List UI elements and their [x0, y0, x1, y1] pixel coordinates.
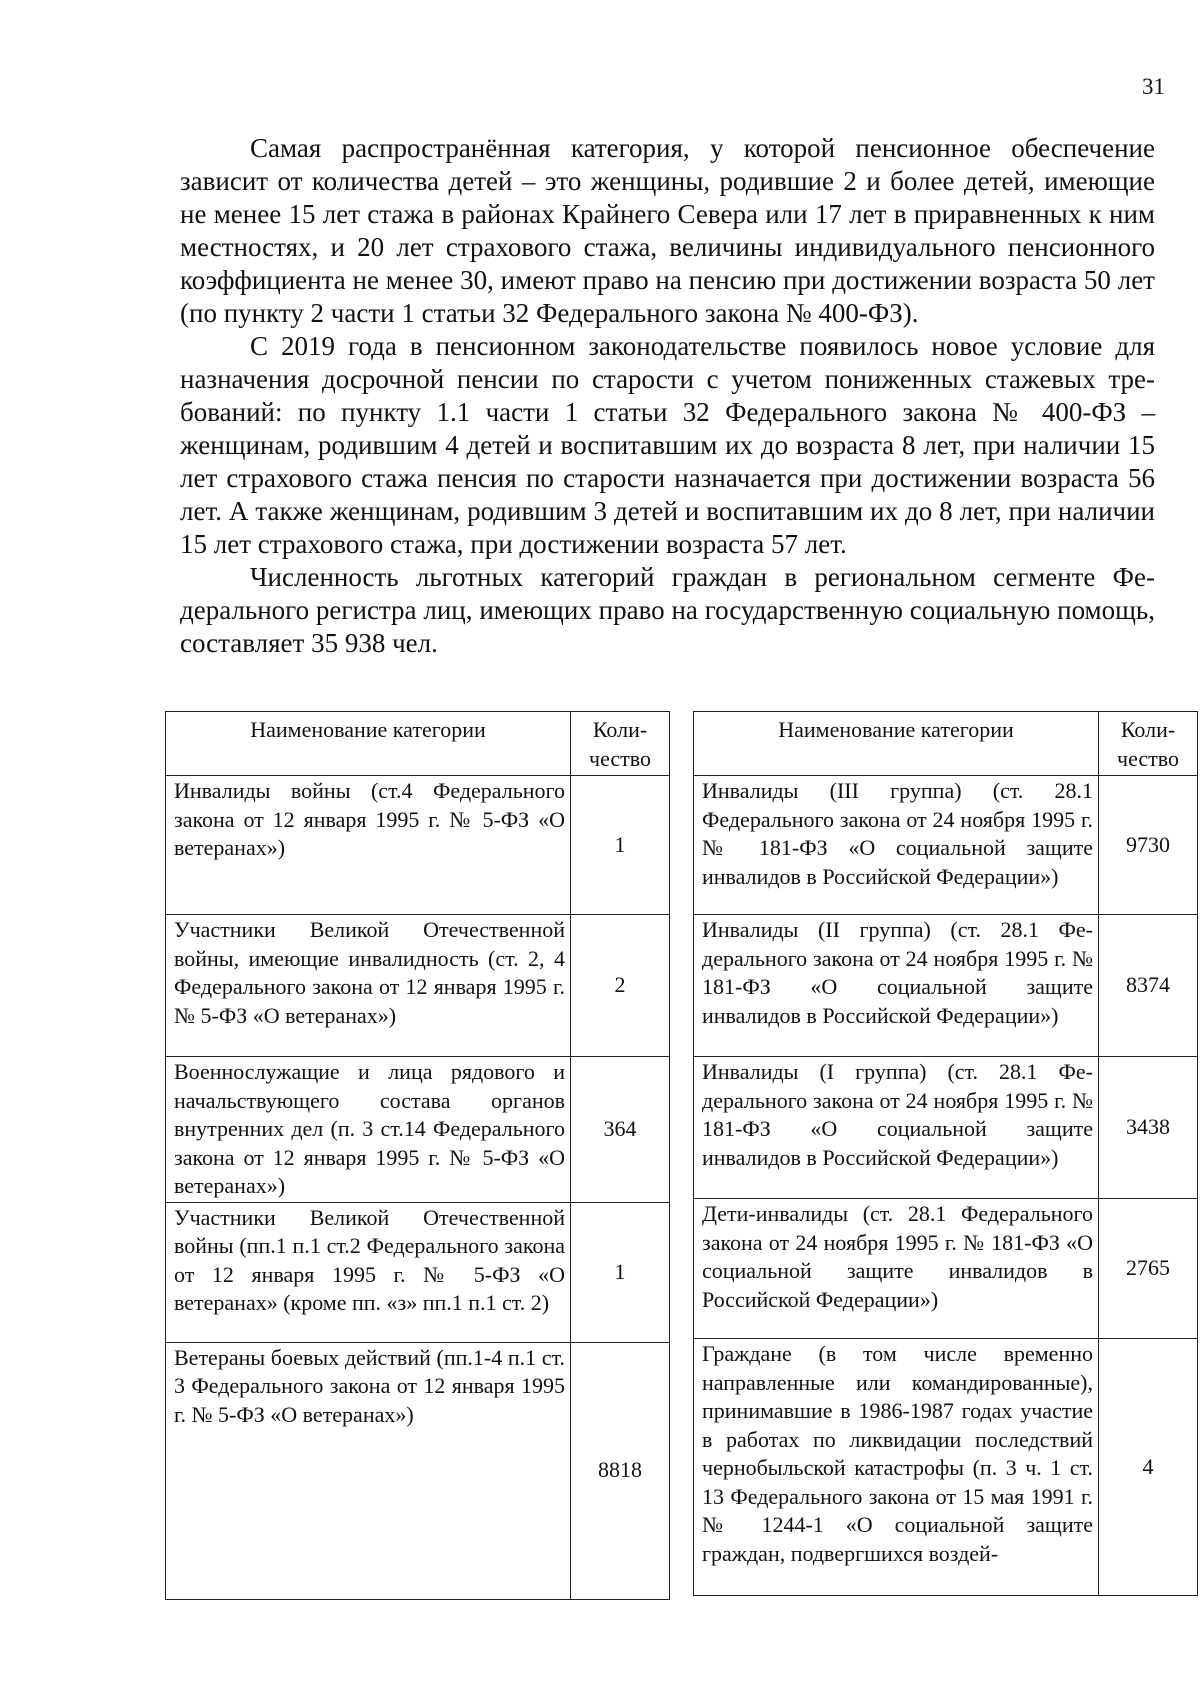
header-quantity: Количество: [571, 712, 670, 776]
table-row: [694, 1199, 1198, 1339]
table-header-row: [694, 712, 1198, 776]
table-row: [166, 915, 670, 1057]
paragraph-pension-mothers: Самая распространённая категория, у которой пенсионное обеспечение зависит от количества детей – это женщины, родившие 2 и более детей, имеющие не менее 15 лет стажа в районах Крайнего Севера или 17 лет в приравненных к ним местностях, и 20 лет страхового стажа, величины индивидуального пенсионного коэффициента не менее 30, имеют право на пенсию при достижении возраста 50 лет (по пункту 2 части 1 статьи 32 Федерального закона № 400-ФЗ).: [180, 133, 1155, 328]
quantity-cell: 3438: [1099, 1057, 1198, 1199]
table-row: [166, 1342, 670, 1599]
category-name-cell: Участники Великой Отечественной войны (пп.1 п.1 ст.2 Федерального закона от 12 января 1995 г. № 5-ФЗ «О ветеранах» (кроме пп. «з» пп.1 п.1 ст. 2): [166, 1202, 571, 1342]
category-name-cell: Инвалиды (III группа) (ст. 28.1 Федерального закона от 24 ноября 1995 г. № 181-ФЗ «О социальной защите инвалидов в Российской Федерации»): [694, 776, 1099, 915]
quantity-cell: 8818: [571, 1342, 670, 1599]
category-name-cell: Ветераны боевых действий (пп.1-4 п.1 ст. 3 Федерального закона от 12 января 1995 г. № 5-ФЗ «О ветеранах»): [166, 1342, 571, 1599]
table-row: [694, 1057, 1198, 1199]
quantity-cell: 1: [571, 1202, 670, 1342]
page-number: 31: [1142, 74, 1165, 99]
table-row: [694, 915, 1198, 1057]
header-category-name: Наименование категории: [166, 712, 571, 776]
categories-table-right: [693, 711, 1197, 1596]
table-row: [694, 776, 1198, 915]
quantity-cell: 364: [571, 1057, 670, 1203]
quantity-cell: 1: [571, 776, 670, 915]
quantity-cell: 2765: [1099, 1199, 1198, 1339]
table-row: [694, 1339, 1198, 1596]
header-quantity: Количество: [1099, 712, 1198, 776]
category-name-cell: Инвалиды (II группа) (ст. 28.1 Федерального закона от 24 ноября 1995 г. № 181-ФЗ «О социальной защите инвалидов в Российской Федерации»): [694, 915, 1099, 1057]
category-name-cell: Граждане (в том числе временно направленные или командированные), принимавшие в 1986-1987 годах участие в работах по ликвидации последствий чернобыльской катастрофы (п. 3 ч. 1 ст. 13 Федерального закона от 15 мая 1991 г. № 1244-1 «О социальной защите граждан, подвергшихся воздей-: [694, 1339, 1099, 1596]
right-table: [693, 711, 1198, 1596]
quantity-cell: 4: [1099, 1339, 1198, 1596]
category-name-cell: Инвалиды (I группа) (ст. 28.1 Федерального закона от 24 ноября 1995 г. № 181-ФЗ «О социальной защите инвалидов в Российской Федерации»): [694, 1057, 1099, 1199]
left-table: [165, 711, 670, 1600]
paragraph-beneficiaries-count: Численность льготных категорий граждан в региональном сегменте Федерального регистра лиц, имеющих право на государственную социальную помощь, составляет 35 938 чел.: [180, 562, 1155, 658]
category-name-cell: Инвалиды войны (ст.4 Федерального закона от 12 января 1995 г. № 5-ФЗ «О ветеранах»): [166, 776, 571, 915]
quantity-cell: 2: [571, 915, 670, 1057]
quantity-cell: 9730: [1099, 776, 1198, 915]
category-name-cell: Дети-инвалиды (ст. 28.1 Федерального закона от 24 ноября 1995 г. № 181-ФЗ «О социальной защите инвалидов в Российской Федерации»): [694, 1199, 1099, 1339]
categories-table-left: [165, 711, 669, 1600]
quantity-cell: 8374: [1099, 915, 1198, 1057]
paragraph-2019-conditions: С 2019 года в пенсионном законодательстве появилось новое условие для назначения досрочной пенсии по старости с учетом пониженных стажевых требований: по пункту 1.1 части 1 статьи 32 Федерального закона № 400-ФЗ – женщинам, родившим 4 детей и воспитавшим их до возраста 8 лет, при наличии 15 лет страхового стажа пенсия по старости назначается при достижении возраста 56 лет. А также женщинам, родившим 3 детей и воспитавшим их до 8 лет, при наличии 15 лет страхового стажа, при достижении возраста 57 лет.: [180, 331, 1155, 559]
table-row: [166, 1202, 670, 1342]
category-name-cell: Участники Великой Отечественной войны, имеющие инвалидность (ст. 2, 4 Федерального закона от 12 января 1995 г. № 5-ФЗ «О ветеранах»): [166, 915, 571, 1057]
table-header-row: [166, 712, 670, 776]
header-category-name: Наименование категории: [694, 712, 1099, 776]
body-text: [180, 132, 1155, 660]
table-row: [166, 776, 670, 915]
category-name-cell: Военнослужащие и лица рядового и начальствующего состава органов внутренних дел (п. 3 ст.14 Федерального закона от 12 января 1995 г. № 5-ФЗ «О ветеранах»): [166, 1057, 571, 1203]
table-row: [166, 1057, 670, 1203]
